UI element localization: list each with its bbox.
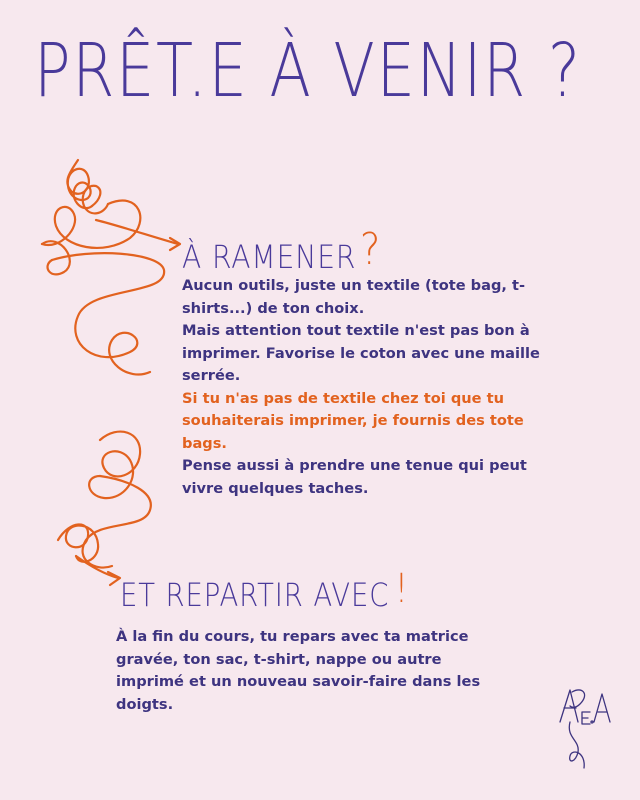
signature-logo [556, 682, 616, 772]
paragraph: À la fin du cours, tu repars avec ta matrice gravée, ton sac, t-shirt, nappe ou autre imprimé et un nouveau savoir-faire dans les doigts. [116, 628, 481, 713]
paragraph: Mais attention tout textile n'est pas bon à imprimer. Favorise le coton avec une maille serrée. [182, 322, 540, 384]
highlight-paragraph: Si tu n'as pas de textile chez toi que tu souhaiterais imprimer, je fournis des tote bags. [182, 389, 524, 452]
exclamation-mark: ! [394, 566, 410, 612]
question-mark: ? [359, 224, 382, 275]
ramener-text-block [182, 275, 542, 500]
heading-text: ET REPARTIR AVEC [120, 576, 390, 614]
repartir-text-block [116, 626, 496, 716]
section-heading-repartir [120, 566, 410, 616]
page-title: PRÊT.E À VENIR ? [34, 28, 582, 114]
paragraph: Pense aussi à prendre une tenue qui peut vivre quelques taches. [182, 457, 527, 497]
paragraph: Aucun outils, juste un textile (tote bag, t-shirts...) de ton choix. [182, 277, 526, 317]
heading-text: À RAMENER [182, 238, 357, 276]
section-heading-ramener [182, 224, 382, 279]
